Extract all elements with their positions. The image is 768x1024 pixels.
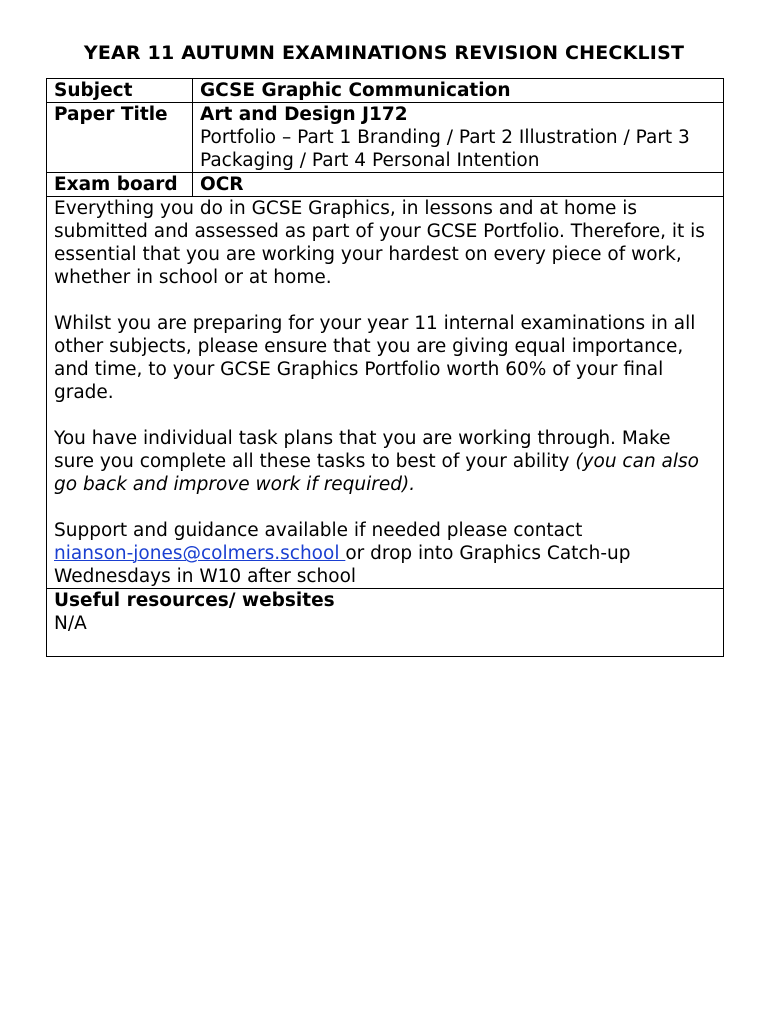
resources-heading: Useful resources/ websites (54, 590, 335, 611)
exam-board-label: Exam board (47, 173, 193, 197)
support-text: Support and guidance available if needed please contact (54, 520, 583, 541)
subject-label: Subject (47, 79, 193, 103)
info-paragraph-4 (54, 519, 716, 588)
revision-checklist-table (46, 78, 724, 657)
task-plans-text: You have individual task plans that you are working through. Make sure you complete all these tasks to best of your ability (54, 428, 671, 472)
subject-row (47, 79, 724, 103)
resources-row (47, 589, 724, 657)
improve-work-note: (you can also go back and improve work if required). (54, 451, 699, 495)
document-title: YEAR 11 AUTUMN EXAMINATIONS REVISION CHECKLIST (83, 42, 685, 64)
info-paragraph-1: Everything you do in GCSE Graphics, in lessons and at home is submitted and assessed as part of your GCSE Portfolio. Therefore, it is essential that you are working your hardest on every piece of work, whether in school or at home. (54, 198, 705, 288)
contact-email-link[interactable]: nianson-jones@colmers.school (54, 543, 346, 564)
subject-value: GCSE Graphic Communication (193, 79, 724, 103)
resources-cell (47, 589, 724, 657)
resources-value: N/A (54, 613, 87, 634)
paper-title-value: Art and Design J172 (200, 104, 408, 125)
info-paragraph-3 (54, 427, 716, 496)
paper-title-detail: Portfolio – Part 1 Branding / Part 2 Illustration / Part 3 Packaging / Part 4 Personal Intention (200, 127, 690, 171)
info-paragraph-2: Whilst you are preparing for your year 11 internal examinations in all other subjects, please ensure that you are giving equal importance, and time, to your GCSE Graphics Portfolio worth 60% of your final grade. (54, 313, 696, 403)
paper-title-row (47, 103, 724, 173)
exam-board-row (47, 173, 724, 197)
catch-up-text: or drop into Graphics Catch-up Wednesdays in W10 after school (54, 543, 631, 587)
information-row (47, 197, 724, 589)
paper-title-label: Paper Title (47, 103, 193, 173)
exam-board-value: OCR (193, 173, 724, 197)
information-cell (47, 197, 724, 589)
paper-title-cell (193, 103, 724, 173)
